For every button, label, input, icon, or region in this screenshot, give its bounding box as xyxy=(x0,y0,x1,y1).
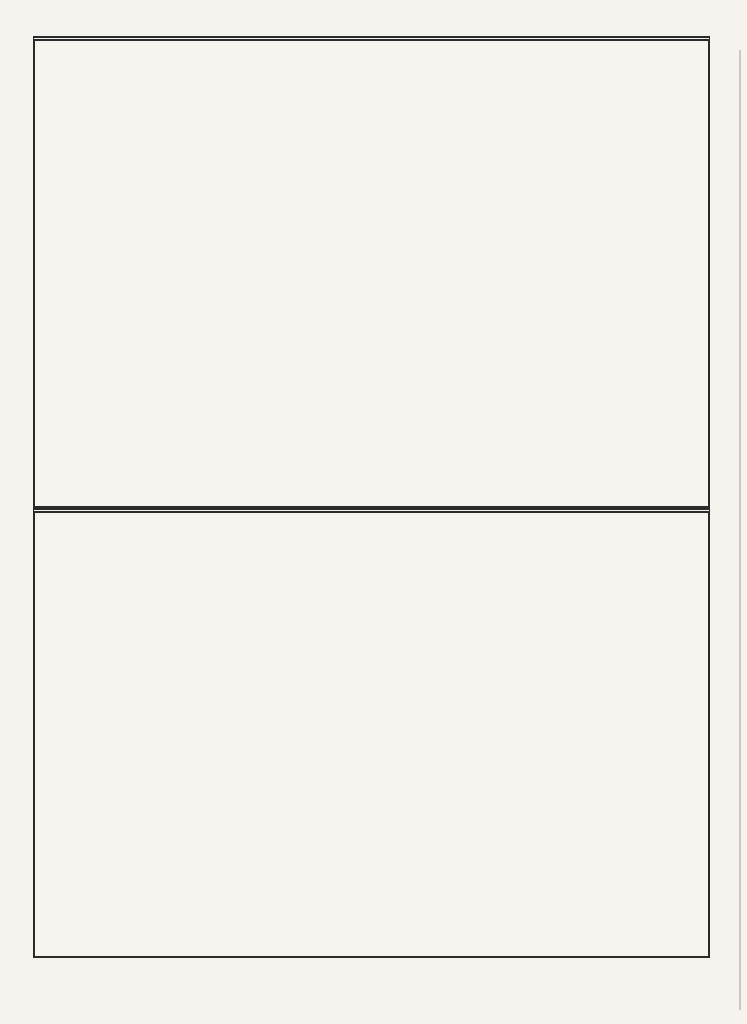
scan-edge-artifact xyxy=(739,50,741,1010)
roster-table-top xyxy=(33,36,710,508)
roster-table-bottom xyxy=(33,508,710,958)
